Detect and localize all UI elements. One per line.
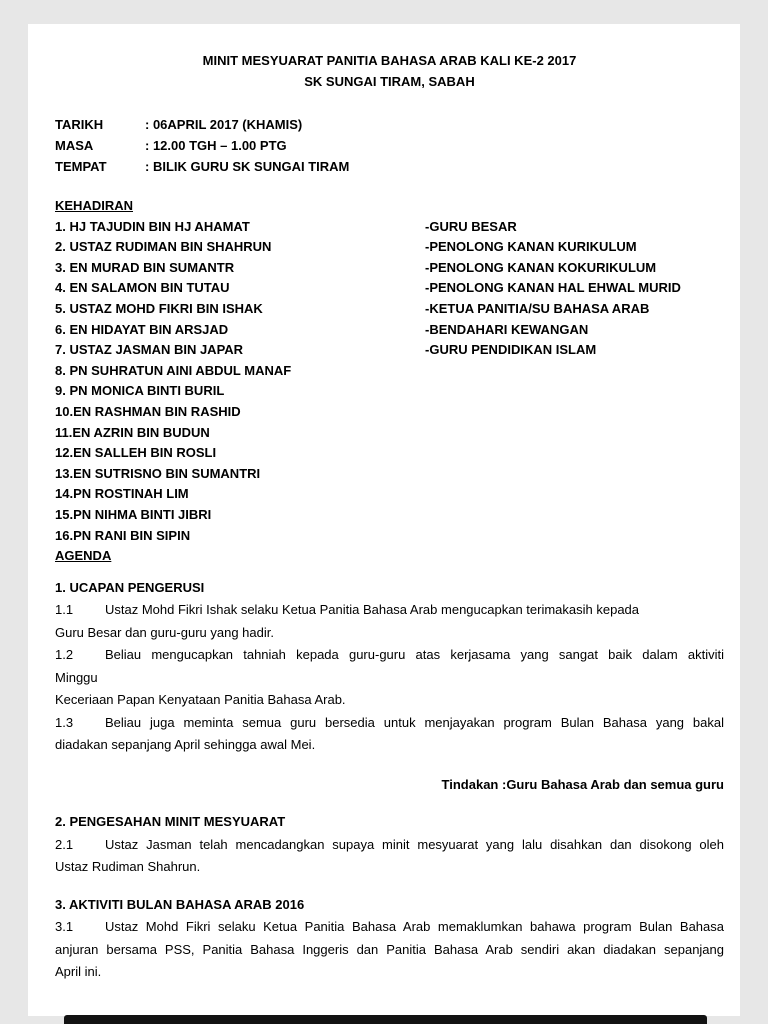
attendee-name: EN SALAMON BIN TUTAU <box>69 280 230 296</box>
attendee-name: EN HIDAYAT BIN ARSJAD <box>69 321 229 337</box>
attendee-name: EN RASHMAN BIN RASHID <box>73 403 241 419</box>
attendee-role: -PENOLONG KANAN KOKURIKULUM <box>425 259 657 275</box>
paragraph-line: Minggu <box>55 669 98 685</box>
attendee-row <box>55 484 724 505</box>
attendee-name: EN MURAD BIN SUMANTR <box>69 259 235 275</box>
attendee-role: -GURU BESAR <box>425 218 517 234</box>
paragraph-line: anjuran bersama PSS, Panitia Bahasa Inggeris dan Panitia Bahasa Arab sendiri akan diadakan sepanjang <box>55 941 724 957</box>
paragraph-text: Ustaz Jasman telah mencadangkan supaya minit mesyuarat yang lalu disahkan dan disokong oleh <box>105 836 724 852</box>
paragraph-number: 1.1 <box>55 602 74 618</box>
attendee-number: 3. <box>55 259 70 275</box>
meta-value: : BILIK GURU SK SUNGAI TIRAM <box>145 159 350 174</box>
attendee-role: -PENOLONG KANAN KURIKULUM <box>425 239 637 255</box>
attendee-row <box>55 402 724 423</box>
attendee-row <box>55 423 724 444</box>
viewer-bottom-bar <box>64 1015 707 1024</box>
meeting-meta <box>55 114 724 177</box>
attendee-number: 16. <box>55 527 74 543</box>
attendee-number: 7. <box>55 342 70 358</box>
attendee-number: 1. <box>55 218 70 234</box>
attendee-number: 5. <box>55 300 70 316</box>
attendance-heading: KEHADIRAN <box>55 198 133 213</box>
attendee-role: -PENOLONG KANAN HAL EHWAL MURID <box>425 280 681 296</box>
paragraph-text: Beliau juga meminta semua guru bersedia untuk menjayakan program Bulan Bahasa yang bakal <box>105 714 724 730</box>
paragraph-line <box>55 644 724 667</box>
meta-row-tempat <box>55 156 724 177</box>
meta-value: : 12.00 TGH – 1.00 PTG <box>145 138 287 153</box>
document-title-line2: SK SUNGAI TIRAM, SABAH <box>304 74 475 89</box>
section-heading-1: 1. UCAPAN PENGERUSI <box>55 579 205 595</box>
agenda-heading: AGENDA <box>55 548 112 564</box>
attendee-number: 14. <box>55 486 74 502</box>
attendee-row <box>55 320 724 341</box>
paragraph-number: 1.3 <box>55 714 74 730</box>
attendee-number: 9. <box>55 383 70 399</box>
attendee-row <box>55 217 724 238</box>
document-title-line1: MINIT MESYUARAT PANITIA BAHASA ARAB KALI KE-2 2017 <box>202 53 577 68</box>
document-content <box>28 24 740 984</box>
attendee-number: 12. <box>55 445 74 461</box>
meta-label: TEMPAT <box>55 159 107 174</box>
paragraph-text: Beliau mengucapkan tahniah kepada guru-guru atas kerjasama yang sangat baik dalam aktiviti <box>105 647 724 663</box>
paragraph-line: April ini. <box>55 964 102 980</box>
meta-row-masa <box>55 135 724 156</box>
meta-row-tarikh <box>55 114 724 135</box>
paragraph-text: Ustaz Mohd Fikri selaku Ketua Panitia Bahasa Arab memaklumkan bahawa program Bulan Bahasa <box>105 919 724 935</box>
document-page <box>28 24 740 1016</box>
paragraph-line <box>55 599 724 622</box>
section-heading-3: 3. AKTIVITI BULAN BAHASA ARAB 2016 <box>55 896 305 912</box>
paragraph-text: Ustaz Mohd Fikri Ishak selaku Ketua Panitia Bahasa Arab mengucapkan terimakasih kepada <box>105 602 640 618</box>
attendee-row <box>55 505 724 526</box>
attendee-row <box>55 464 724 485</box>
attendee-row <box>55 526 724 547</box>
attendee-name: PN ROSTINAH LIM <box>73 486 189 502</box>
attendee-name: USTAZ RUDIMAN BIN SHAHRUN <box>69 239 272 255</box>
attendee-name: PN SUHRATUN AINI ABDUL MANAF <box>69 362 292 378</box>
attendee-number: 11. <box>55 424 73 440</box>
attendee-name: EN SUTRISNO BIN SUMANTRI <box>73 465 261 481</box>
attendee-number: 2. <box>55 239 70 255</box>
attendee-number: 13. <box>55 465 74 481</box>
section-heading-2: 2. PENGESAHAN MINIT MESYUARAT <box>55 814 286 830</box>
attendee-number: 6. <box>55 321 70 337</box>
paragraph-line: Keceriaan Papan Kenyataan Panitia Bahasa Arab. <box>55 692 346 708</box>
attendee-number: 8. <box>55 362 70 378</box>
attendee-name: HJ TAJUDIN BIN HJ AHAMAT <box>69 218 250 234</box>
attendee-row <box>55 443 724 464</box>
attendee-list <box>55 217 724 547</box>
attendee-row <box>55 258 724 279</box>
paragraph-line <box>55 712 724 735</box>
paragraph-line: diadakan sepanjang April sehingga awal Mei. <box>55 737 316 753</box>
attendee-name: USTAZ JASMAN BIN JAPAR <box>69 342 244 358</box>
action-note: Tindakan :Guru Bahasa Arab dan semua guru <box>441 776 724 792</box>
attendee-name: EN AZRIN BIN BUDUN <box>72 424 210 440</box>
paragraph-line <box>55 916 724 939</box>
paragraph-line <box>55 834 724 857</box>
attendee-row <box>55 278 724 299</box>
paragraph-number: 2.1 <box>55 836 74 852</box>
paragraph-number: 1.2 <box>55 647 74 663</box>
attendee-number: 15. <box>55 506 74 522</box>
paragraph-line: Guru Besar dan guru-guru yang hadir. <box>55 624 274 640</box>
paragraph-number: 3.1 <box>55 919 74 935</box>
attendee-name: PN MONICA BINTI BURIL <box>69 383 225 399</box>
attendee-role: -KETUA PANITIA/SU BAHASA ARAB <box>425 300 650 316</box>
attendee-row <box>55 299 724 320</box>
attendee-number: 10. <box>55 403 74 419</box>
attendee-role: -GURU PENDIDIKAN ISLAM <box>425 342 597 358</box>
attendee-role: -BENDAHARI KEWANGAN <box>425 321 589 337</box>
attendee-name: PN NIHMA BINTI JIBRI <box>73 506 212 522</box>
attendee-name: EN SALLEH BIN ROSLI <box>73 445 217 461</box>
meta-value: : 06APRIL 2017 (KHAMIS) <box>145 117 303 132</box>
attendee-row <box>55 340 724 361</box>
paragraph-line: Ustaz Rudiman Shahrun. <box>55 859 201 875</box>
attendee-row <box>55 361 724 382</box>
attendee-name: USTAZ MOHD FIKRI BIN ISHAK <box>69 300 263 316</box>
attendee-row <box>55 381 724 402</box>
attendee-row <box>55 237 724 258</box>
attendee-number: 4. <box>55 280 70 296</box>
meta-label: TARIKH <box>55 117 104 132</box>
attendee-name: PN RANI BIN SIPIN <box>73 527 191 543</box>
meta-label: MASA <box>55 138 94 153</box>
